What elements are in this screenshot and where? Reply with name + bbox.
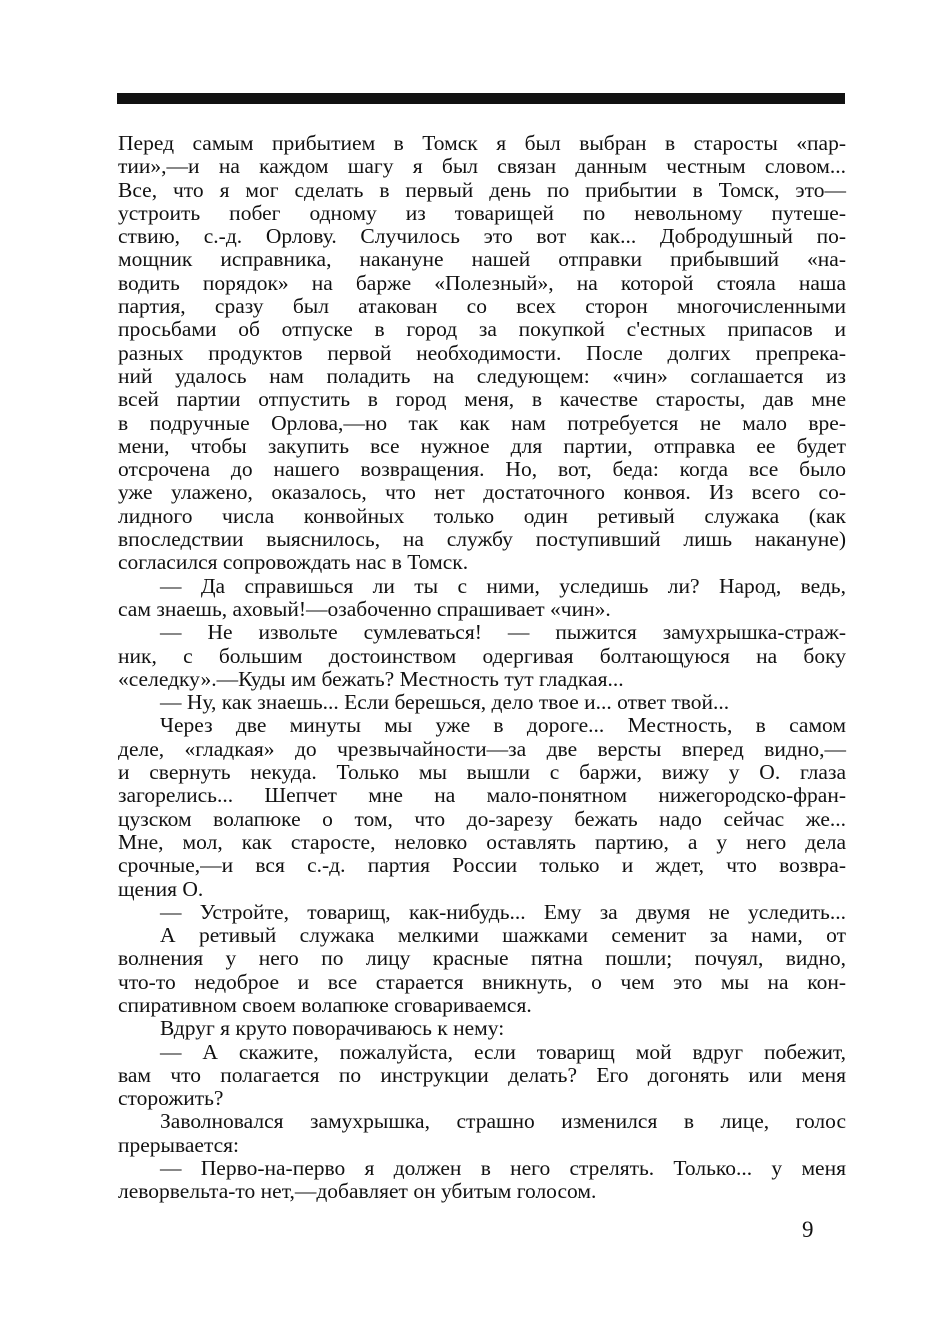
text-line: ний удалось нам поладить на следующем: «чин» соглашается из <box>118 363 846 388</box>
text-line: деле, «гладкая» до чрезвычайности—за две версты вперед видно,— <box>118 736 846 761</box>
page-number: 9 <box>802 1217 814 1242</box>
text-line: А ретивый служака мелкими шажками семенит за нами, от <box>160 923 846 948</box>
text-line: вам что полагается по инструкции делать? Его догонять или меня <box>118 1062 846 1087</box>
text-line: в подручные Орлова,—но так как нам потребуется не мало вре- <box>118 410 846 435</box>
text-line: «селедку».—Куды им бежать? Местность тут гладкая... <box>118 666 624 691</box>
text-line: — Не извольте сумлеваться! — пыжится замухрышка-страж- <box>160 620 846 645</box>
text-line: всей партии отпустить в город меня, в качестве старосты, дав мне <box>118 387 846 412</box>
text-line: лидного числа конвойных только один ретивый служака (как <box>118 503 846 528</box>
text-line: — Устройте, товарищ, как-нибудь... Ему за двумя не уследить... <box>160 899 846 924</box>
text-line: Перед самым прибытием в Томск я был выбран в старосты «пар- <box>118 131 846 155</box>
text-line: — Перво-на-перво я должен в него стрелять. Только... у меня <box>160 1156 846 1181</box>
text-line: что-то недоброе и все старается вникнуть, о чем это мы на кон- <box>118 969 846 994</box>
text-line: сам знаешь, аховый!—озабоченно спрашивает «чин». <box>118 596 611 621</box>
text-line: — Ну, как знаешь... Если берешься, дело твое и... ответ твой... <box>160 690 730 715</box>
text-line: согласился сопровождать нас в Томск. <box>118 550 469 575</box>
text-line: Заволновался замухрышка, страшно изменился в лице, голос <box>160 1109 846 1134</box>
text-line: загорелись... Шепчет мне на мало-понятном нижегородско-фран- <box>118 783 846 808</box>
text-line: партия, сразу был атакован со всех сторон многочисленными <box>118 294 846 319</box>
text-line: разных продуктов первой необходимости. После долгих препрека- <box>118 340 846 365</box>
header-rule <box>117 93 845 104</box>
text-line: устроить побег одному из товарищей по невольному путеше- <box>118 200 846 225</box>
text-line: уже улажено, оказалось, что нет достаточного конвоя. Из всего со- <box>118 480 846 505</box>
text-line: водить порядок» на барже «Полезный», на которой стояла наша <box>118 270 846 295</box>
text-line: Все, что я мог сделать в первый день по прибытии в Томск, это— <box>118 177 846 202</box>
text-line: ник, с большим достоинством одергивая болтающуюся на боку <box>118 643 846 668</box>
text-line: Через две минуты мы уже в дороге... Местность, в самом <box>160 713 846 738</box>
text-line: щения О. <box>118 876 204 901</box>
text-line: леворвельта-то нет,—добавляет он убитым голосом. <box>118 1179 597 1204</box>
text-line: и свернуть некуда. Только мы вышли с баржи, вижу у О. глаза <box>118 760 846 785</box>
text-line: срочные,—и вся с.-д. партия России только и ждет, что возвра- <box>118 853 846 878</box>
text-line: — А скажите, пожалуйста, если товарищ мой вдруг побежит, <box>160 1039 846 1064</box>
text-line: впоследствии выяснилось, на службу поступивший лишь накануне) <box>118 527 846 552</box>
text-line: Вдруг я круто поворачиваюсь к нему: <box>160 1016 505 1041</box>
text-line: сторожить? <box>118 1086 224 1111</box>
text-line: отсрочена до нашего возвращения. Но, вот, беда: когда все было <box>118 457 846 482</box>
text-line: цузском волапюке о том, что до-зарезу бежать надо сейчас же... <box>118 806 846 831</box>
text-line: волнения у него по лицу красные пятна пошли; почуял, видно, <box>118 946 846 971</box>
text-line: спиративном своем волапюке сговариваемся. <box>118 992 532 1017</box>
text-line: просьбами об отпуске в город за покупкой с'естных припасов и <box>118 317 846 342</box>
text-line: ствию, с.-д. Орлову. Случилось это вот как... Добродушный по- <box>118 224 846 249</box>
body-text <box>118 132 846 1204</box>
text-line: мощник исправника, накануне нашей отправки прибывший «на- <box>118 247 846 272</box>
text-line: Мне, мол, как старосте, неловко оставлять партию, а у него дела <box>118 829 846 854</box>
text-line: прерывается: <box>118 1132 240 1157</box>
text-line: мени, чтобы закупить все нужное для партии, отправка ее будет <box>118 433 846 458</box>
text-line: — Да справишься ли ты с ними, уследишь ли? Народ, ведь, <box>160 573 846 598</box>
text-line: тии»,—и на каждом шагу я был связан данным честным словом... <box>118 154 846 179</box>
